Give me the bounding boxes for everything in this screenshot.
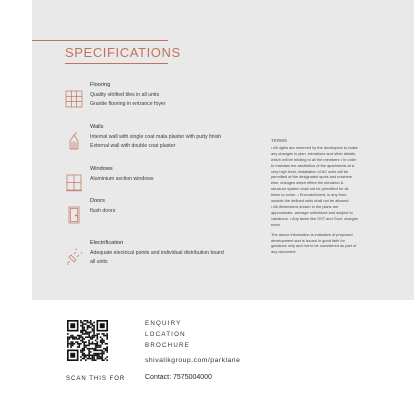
terms-line: • All rights are reserved by the developers to make — [271, 144, 358, 150]
contact-number[interactable]: Contact: 7575004000 — [145, 374, 212, 381]
terms-line: approximate, average unfinished and subject to — [271, 209, 353, 215]
spec-electrification — [65, 240, 265, 270]
terms-line: permitted at the designated spots and nowhere — [271, 174, 353, 180]
spec-doors — [65, 198, 265, 220]
disclaimer-line: The above information is indicative of proposed — [271, 231, 353, 237]
spec-walls — [65, 124, 265, 154]
terms-line: to maintain the aesthetics of the apartments at a — [271, 162, 355, 168]
terms-line: outside the defined units shall not be allowed. — [271, 198, 350, 204]
enquiry-link[interactable]: ENQUIRY — [145, 320, 182, 327]
spec-line: Adequate electrical points and individual distribution board — [90, 250, 224, 256]
terms-title: TERMS — [271, 138, 288, 143]
qr-code[interactable] — [67, 320, 108, 361]
terms-line: times to come. • Encroachment, in any form, — [271, 192, 348, 198]
spec-line: Internal wall with single coat mala plaster with putty finish — [90, 134, 222, 140]
terms-line: extra. — [271, 221, 281, 227]
terms-line: • All dimensions shown in the plans are — [271, 203, 339, 209]
spec-line: External wall with double coat plaster — [90, 143, 176, 149]
location-link[interactable]: LOCATION — [145, 331, 186, 338]
website-url[interactable]: shivalikgroup.com/parklane — [145, 357, 241, 364]
disclaimer-line: guidance only and not to be considered as part of — [271, 243, 357, 249]
disclaimer-line: any document. — [271, 249, 297, 255]
spec-line: Quality vitrified tiles in all units — [90, 92, 160, 98]
spec-heading: Flooring — [90, 82, 111, 88]
tiles-icon — [65, 90, 83, 108]
spec-heading: Windows — [90, 166, 113, 172]
terms-line: structure system shall not be permitted for all — [271, 186, 349, 192]
disclaimer-line: development and is issued in good faith for — [271, 237, 345, 243]
window-icon — [65, 174, 83, 192]
terms-line: very high level, installation of AC units will be — [271, 168, 349, 174]
spec-line: Granite flooring in entrance foyer — [90, 101, 166, 107]
scan-label: SCAN THIS FOR — [66, 376, 126, 382]
spec-windows — [65, 166, 265, 188]
spec-heading: Walls — [90, 124, 104, 130]
door-icon — [65, 206, 83, 224]
plug-icon — [65, 248, 83, 266]
wall-brush-icon — [65, 132, 83, 150]
terms-line: variations. • Any taxes like GST and Govt. charges — [271, 215, 358, 221]
spec-line: all units — [90, 259, 108, 265]
terms-line: else, changes which effect the elevation & — [271, 180, 344, 186]
spec-heading: Doors — [90, 198, 105, 204]
disclaimer-text — [271, 232, 381, 256]
top-divider — [32, 40, 168, 41]
spec-heading: Electrification — [90, 240, 124, 246]
terms-line: which will be binding to all the members • In order — [271, 156, 357, 162]
page-title: SPECIFICATIONS — [65, 45, 181, 60]
spec-line: flush doors — [90, 208, 116, 214]
spec-line: Aluminium section windows — [90, 176, 154, 182]
terms-text — [271, 145, 381, 228]
spec-flooring — [65, 82, 265, 112]
terms-line: any changes in plan, elevations and other details — [271, 150, 356, 156]
title-underline — [65, 63, 168, 64]
brochure-link[interactable]: BROCHURE — [145, 342, 191, 349]
terms-block — [271, 138, 381, 259]
